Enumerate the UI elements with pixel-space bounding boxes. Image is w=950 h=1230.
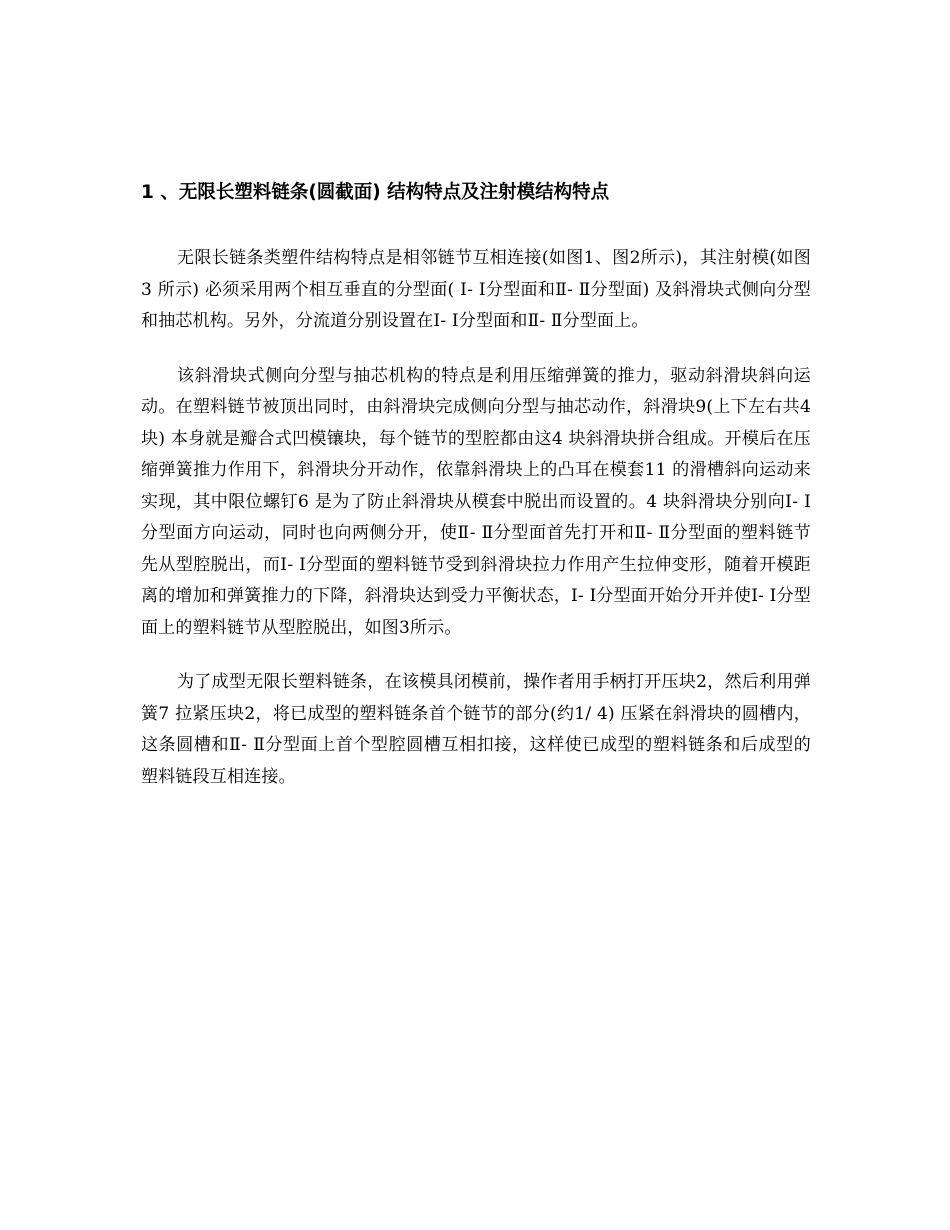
section-heading: 1 、无限长塑料链条(圆截面) 结构特点及注射模结构特点 (141, 182, 610, 203)
paragraph-slide-mechanism: 该斜滑块式侧向分型与抽芯机构的特点是利用压缩弹簧的推力，驱动斜滑块斜向运动。在塑料链节被顶出同时，由斜滑块完成侧向分型与抽芯动作，斜滑块9(上下左右共4 块) 本身就是瓣合式凹模镶块，每个链节的型腔都由这4 块斜滑块拼合组成。开模后在压缩弹簧推力作用下，斜滑块分开动作，依靠斜滑块上的凸耳在模套11 的滑槽斜向运动来实现，其中限位螺钉6 是为了防止斜滑块从模套中脱出而设置的。4 块斜滑块分别向Ⅰ- Ⅰ分型面方向运动，同时也向两侧分开，使Ⅱ- Ⅱ分型面首先打开和Ⅱ- Ⅱ分型面的塑料链节先从型腔脱出，而Ⅰ- Ⅰ分型面的塑料链节受到斜滑块拉力作用产生拉伸变形，随着开模距离的增加和弹簧推力的下降，斜滑块达到受力平衡状态，Ⅰ- Ⅰ分型面开始分开并使Ⅰ- Ⅰ分型面上的塑料链节从型腔脱出，如图3所示。 (141, 365, 811, 638)
paragraph-structure-features: 无限长链条类塑件结构特点是相邻链节互相连接(如图1、图2所示)，其注射模(如图3 所示) 必须采用两个相互垂直的分型面( Ⅰ- Ⅰ分型面和Ⅱ- Ⅱ分型面) 及斜滑块式侧向分型和抽芯机构。另外，分流道分别设置在Ⅰ- Ⅰ分型面和Ⅱ- Ⅱ分型面上。 (141, 248, 811, 331)
paragraph-infinite-chain-molding: 为了成型无限长塑料链条，在该模具闭模前，操作者用手柄打开压块2，然后利用弹簧7 拉紧压块2，将已成型的塑料链条首个链节的部分(约1/ 4) 压紧在斜滑块的圆槽内，这条圆槽和Ⅱ- Ⅱ分型面上首个型腔圆槽互相扣接，这样使已成型的塑料链条和后成型的塑料链段互相连接。 (141, 672, 811, 787)
document-page (141, 176, 811, 816)
